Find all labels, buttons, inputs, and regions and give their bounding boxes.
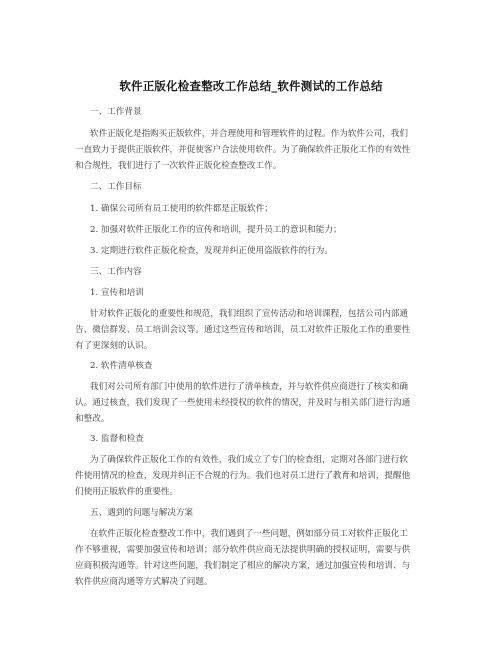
section-heading-goals: 二、工作目标 [90, 182, 142, 192]
paragraph-line: 认。通过核查，我们发现了一些使用未经授权的软件的情况，并及时与相关部门进行沟通 [75, 398, 411, 408]
subsection-heading: 1. 宣传和培训 [90, 288, 144, 298]
paragraph-line: 有了更深刻的认识。 [75, 341, 153, 351]
paragraph-line: 和整改。 [75, 414, 110, 424]
list-item: 1. 确保公司所有员工使用的软件都是正版软件； [90, 204, 273, 214]
paragraph-line: 为了确保软件正版化工作的有效性，我们成立了专门的检查组，定期对各部门进行软 [90, 455, 408, 465]
paragraph-line: 们使用正版软件的重要性。 [75, 487, 179, 497]
subsection-heading: 2. 软件清单核查 [90, 361, 153, 371]
paragraph-line: 针对软件正版化的重要性和规范，我们组织了宣传活动和培训课程，包括公司内部通 [90, 309, 408, 319]
paragraph-line: 软件正版化是指购买正版软件，并合理使用和管理软件的过程。作为软件公司，我们 [90, 129, 408, 139]
paragraph-line: 和合规性，我们进行了一次软件正版化检查整改工作。 [75, 161, 282, 171]
paragraph-line: 一直致力于提供正版软件，并促使客户合法使用软件。为了确保软件正版化工作的有效性 [75, 145, 411, 155]
paragraph-line: 软件供应商沟通等方式解决了问题。 [75, 577, 213, 587]
section-heading-content: 三、工作内容 [90, 267, 142, 277]
list-item: 2. 加强对软件正版化工作的宣传和培训，提升员工的意识和能力； [90, 225, 342, 235]
paragraph-line: 在软件正版化检查整改工作中，我们遇到了一些问题，例如部分员工对软件正版化工 [90, 529, 408, 539]
paragraph-line: 应商积极沟通等。针对这些问题，我们制定了相应的解决方案，通过加强宣传和培训、与 [75, 561, 411, 571]
paragraph-line: 作不够重视，需要加强宣传和培训；部分软件供应商无法提供明确的授权证明，需要与供 [75, 545, 411, 555]
document-title: 软件正版化检查整改工作总结_软件测试的工作总结 [119, 79, 383, 93]
section-heading-issues: 五、遇到的问题与解决方案 [90, 508, 194, 518]
subsection-heading: 3. 监督和检查 [90, 434, 144, 444]
paragraph-line: 我们对公司所有部门中使用的软件进行了清单核查，并与软件供应商进行了核实和确 [90, 382, 408, 392]
paragraph-line: 件使用情况的检查，发现并纠正不合规的行为。我们也对员工进行了教育和培训，提醒他 [75, 471, 411, 481]
section-heading-background: 一、工作背景 [90, 107, 142, 117]
paragraph-line: 告、微信群发、员工培训会议等。通过这些宣传和培训，员工对软件正版化工作的重要性 [75, 325, 411, 335]
list-item: 3. 定期进行软件正版化检查，发现并纠正使用盗版软件的行为。 [90, 246, 333, 256]
